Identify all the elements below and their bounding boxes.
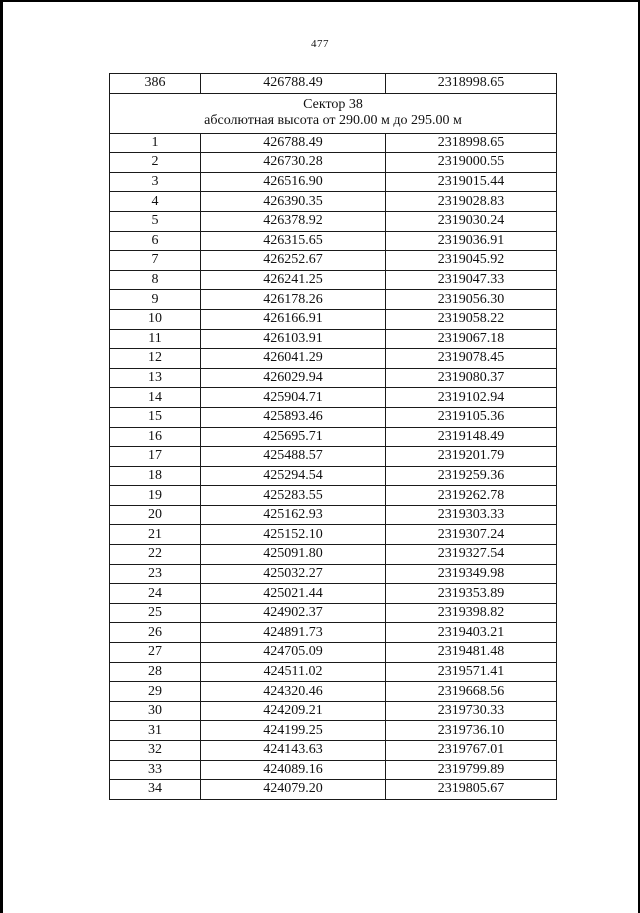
- x-coordinate-cell: 425904.71: [201, 388, 386, 408]
- y-coordinate-cell: 2319307.24: [386, 525, 557, 545]
- y-coordinate-cell: 2319036.91: [386, 231, 557, 251]
- table-row: [110, 74, 557, 94]
- point-number-cell: 11: [110, 329, 201, 349]
- y-coordinate-cell: 2319045.92: [386, 251, 557, 271]
- x-coordinate-cell: 426788.49: [201, 74, 386, 94]
- table-row: [110, 192, 557, 212]
- table-row: [110, 721, 557, 741]
- point-number-cell: 8: [110, 270, 201, 290]
- sector-header-cell: [110, 93, 557, 133]
- y-coordinate-cell: 2319353.89: [386, 584, 557, 604]
- table-row: [110, 172, 557, 192]
- point-number-cell: 5: [110, 211, 201, 231]
- table-row: [110, 407, 557, 427]
- x-coordinate-cell: 425283.55: [201, 486, 386, 506]
- table-row: [110, 623, 557, 643]
- y-coordinate-cell: 2319102.94: [386, 388, 557, 408]
- table-row: [110, 211, 557, 231]
- table-row: [110, 545, 557, 565]
- table-row: [110, 486, 557, 506]
- y-coordinate-cell: 2319015.44: [386, 172, 557, 192]
- x-coordinate-cell: 425695.71: [201, 427, 386, 447]
- x-coordinate-cell: 426178.26: [201, 290, 386, 310]
- y-coordinate-cell: 2319028.83: [386, 192, 557, 212]
- table-row: [110, 427, 557, 447]
- y-coordinate-cell: 2319030.24: [386, 211, 557, 231]
- table-row: [110, 564, 557, 584]
- coordinates-table-body: [110, 74, 557, 800]
- y-coordinate-cell: 2319000.55: [386, 153, 557, 173]
- table-row: [110, 760, 557, 780]
- sector-subtitle: абсолютная высота от 290.00 м до 295.00 м: [204, 113, 462, 129]
- point-number-cell: 10: [110, 309, 201, 329]
- y-coordinate-cell: 2319805.67: [386, 780, 557, 800]
- x-coordinate-cell: 424079.20: [201, 780, 386, 800]
- point-number-cell: 6: [110, 231, 201, 251]
- y-coordinate-cell: 2319105.36: [386, 407, 557, 427]
- y-coordinate-cell: 2319067.18: [386, 329, 557, 349]
- y-coordinate-cell: 2319201.79: [386, 447, 557, 467]
- point-number-cell: 12: [110, 349, 201, 369]
- point-number-cell: 19: [110, 486, 201, 506]
- y-coordinate-cell: 2319262.78: [386, 486, 557, 506]
- x-coordinate-cell: 425032.27: [201, 564, 386, 584]
- y-coordinate-cell: 2319259.36: [386, 466, 557, 486]
- table-row: [110, 643, 557, 663]
- point-number-cell: 28: [110, 662, 201, 682]
- x-coordinate-cell: 425152.10: [201, 525, 386, 545]
- table-row: [110, 603, 557, 623]
- table-row: [110, 309, 557, 329]
- point-number-cell: 26: [110, 623, 201, 643]
- x-coordinate-cell: 424143.63: [201, 741, 386, 761]
- x-coordinate-cell: 425162.93: [201, 505, 386, 525]
- point-number-cell: 32: [110, 741, 201, 761]
- table-row: [110, 290, 557, 310]
- x-coordinate-cell: 426241.25: [201, 270, 386, 290]
- table-row: [110, 662, 557, 682]
- table-row: [110, 251, 557, 271]
- point-number-cell: 17: [110, 447, 201, 467]
- table-row: [110, 329, 557, 349]
- y-coordinate-cell: 2319303.33: [386, 505, 557, 525]
- point-number-cell: 7: [110, 251, 201, 271]
- x-coordinate-cell: 425488.57: [201, 447, 386, 467]
- point-number-cell: 15: [110, 407, 201, 427]
- point-number-cell: 13: [110, 368, 201, 388]
- point-number-cell: 30: [110, 701, 201, 721]
- point-number-cell: 22: [110, 545, 201, 565]
- y-coordinate-cell: 2318998.65: [386, 74, 557, 94]
- point-number-cell: 34: [110, 780, 201, 800]
- x-coordinate-cell: 424511.02: [201, 662, 386, 682]
- x-coordinate-cell: 426029.94: [201, 368, 386, 388]
- y-coordinate-cell: 2319148.49: [386, 427, 557, 447]
- point-number-cell: 27: [110, 643, 201, 663]
- y-coordinate-cell: 2319080.37: [386, 368, 557, 388]
- point-number-cell: 21: [110, 525, 201, 545]
- point-number-cell: 3: [110, 172, 201, 192]
- y-coordinate-cell: 2319047.33: [386, 270, 557, 290]
- y-coordinate-cell: 2319799.89: [386, 760, 557, 780]
- point-number-cell: 33: [110, 760, 201, 780]
- x-coordinate-cell: 424089.16: [201, 760, 386, 780]
- y-coordinate-cell: 2318998.65: [386, 133, 557, 153]
- y-coordinate-cell: 2319571.41: [386, 662, 557, 682]
- sector-header-row: [110, 93, 557, 133]
- table-row: [110, 701, 557, 721]
- table-row: [110, 505, 557, 525]
- point-number-cell: 25: [110, 603, 201, 623]
- table-row: [110, 388, 557, 408]
- table-row: [110, 682, 557, 702]
- x-coordinate-cell: 426315.65: [201, 231, 386, 251]
- table-row: [110, 741, 557, 761]
- x-coordinate-cell: 424891.73: [201, 623, 386, 643]
- table-row: [110, 466, 557, 486]
- y-coordinate-cell: 2319078.45: [386, 349, 557, 369]
- table-row: [110, 368, 557, 388]
- point-number-cell: 23: [110, 564, 201, 584]
- point-number-cell: 29: [110, 682, 201, 702]
- y-coordinate-cell: 2319398.82: [386, 603, 557, 623]
- table-row: [110, 133, 557, 153]
- point-number-cell: 18: [110, 466, 201, 486]
- point-number-cell: 31: [110, 721, 201, 741]
- y-coordinate-cell: 2319327.54: [386, 545, 557, 565]
- x-coordinate-cell: 424902.37: [201, 603, 386, 623]
- table-row: [110, 270, 557, 290]
- point-number-cell: 1: [110, 133, 201, 153]
- x-coordinate-cell: 424705.09: [201, 643, 386, 663]
- point-number-cell: 4: [110, 192, 201, 212]
- y-coordinate-cell: 2319349.98: [386, 564, 557, 584]
- table-row: [110, 447, 557, 467]
- x-coordinate-cell: 426390.35: [201, 192, 386, 212]
- scan-edge-left: [0, 0, 3, 913]
- y-coordinate-cell: 2319668.56: [386, 682, 557, 702]
- coordinates-table: [109, 73, 557, 800]
- x-coordinate-cell: 425091.80: [201, 545, 386, 565]
- x-coordinate-cell: 426252.67: [201, 251, 386, 271]
- x-coordinate-cell: 425294.54: [201, 466, 386, 486]
- y-coordinate-cell: 2319730.33: [386, 701, 557, 721]
- point-number-cell: 20: [110, 505, 201, 525]
- y-coordinate-cell: 2319403.21: [386, 623, 557, 643]
- x-coordinate-cell: 426516.90: [201, 172, 386, 192]
- point-number-cell: 386: [110, 74, 201, 94]
- y-coordinate-cell: 2319058.22: [386, 309, 557, 329]
- table-row: [110, 349, 557, 369]
- table-row: [110, 231, 557, 251]
- x-coordinate-cell: 424209.21: [201, 701, 386, 721]
- table-row: [110, 153, 557, 173]
- y-coordinate-cell: 2319481.48: [386, 643, 557, 663]
- table-row: [110, 584, 557, 604]
- x-coordinate-cell: 425893.46: [201, 407, 386, 427]
- page-number: 477: [311, 38, 329, 50]
- x-coordinate-cell: 426788.49: [201, 133, 386, 153]
- x-coordinate-cell: 426041.29: [201, 349, 386, 369]
- x-coordinate-cell: 426166.91: [201, 309, 386, 329]
- table-row: [110, 780, 557, 800]
- point-number-cell: 24: [110, 584, 201, 604]
- point-number-cell: 14: [110, 388, 201, 408]
- table-row: [110, 525, 557, 545]
- x-coordinate-cell: 426378.92: [201, 211, 386, 231]
- x-coordinate-cell: 424199.25: [201, 721, 386, 741]
- y-coordinate-cell: 2319056.30: [386, 290, 557, 310]
- scan-edge-top: [0, 0, 640, 2]
- sector-title: Сектор 38: [303, 97, 363, 113]
- x-coordinate-cell: 426103.91: [201, 329, 386, 349]
- x-coordinate-cell: 424320.46: [201, 682, 386, 702]
- point-number-cell: 16: [110, 427, 201, 447]
- y-coordinate-cell: 2319767.01: [386, 741, 557, 761]
- x-coordinate-cell: 426730.28: [201, 153, 386, 173]
- point-number-cell: 2: [110, 153, 201, 173]
- y-coordinate-cell: 2319736.10: [386, 721, 557, 741]
- point-number-cell: 9: [110, 290, 201, 310]
- x-coordinate-cell: 425021.44: [201, 584, 386, 604]
